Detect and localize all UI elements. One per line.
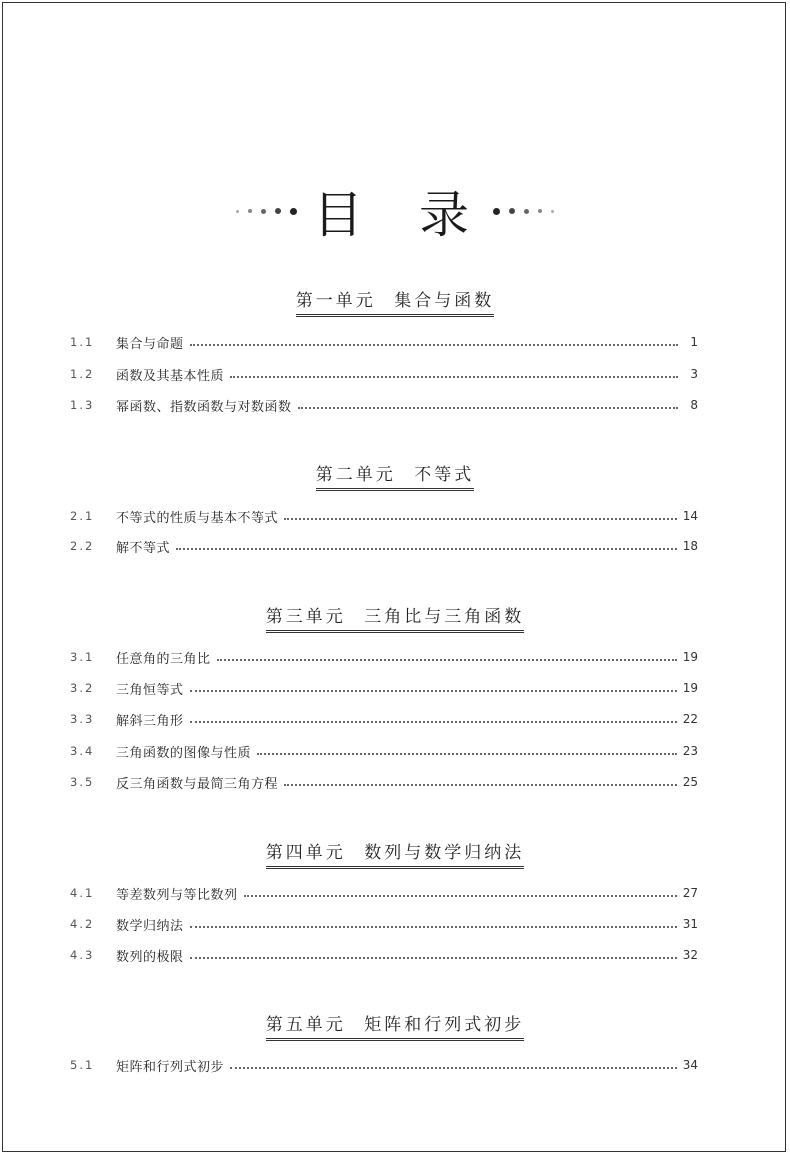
toc-entry[interactable]: 3.4 三角函数的图像与性质 23: [70, 744, 698, 761]
toc-entry[interactable]: 2.1 不等式的性质与基本不等式 14: [70, 509, 698, 526]
dot-leader: [230, 1067, 677, 1069]
dot-leader: [257, 753, 677, 755]
unit-heading: 第二单元 不等式: [0, 460, 790, 491]
toc-entry[interactable]: 3.5 反三角函数与最简三角方程 25: [70, 775, 698, 792]
dot-leader: [190, 721, 677, 723]
dot-leader: [190, 957, 677, 959]
dot-leader: [244, 895, 677, 897]
dot-leader: [298, 407, 678, 409]
dot-leader: [284, 784, 677, 786]
toc-entry[interactable]: 3.3 解斜三角形 22: [70, 712, 698, 729]
toc-entry[interactable]: 3.2 三角恒等式 19: [70, 681, 698, 698]
toc-entry[interactable]: 4.3 数列的极限 32: [70, 948, 698, 965]
toc-entry[interactable]: 5.1 矩阵和行列式初步 34: [70, 1058, 698, 1075]
title-dots-right: [493, 208, 554, 215]
unit-heading: 第四单元 数列与数学归纳法: [0, 838, 790, 869]
page-title: 目 录: [313, 186, 489, 244]
toc-entry[interactable]: 2.2 解不等式 18: [70, 539, 698, 556]
toc-entry[interactable]: 4.1 等差数列与等比数列 27: [70, 886, 698, 903]
toc-entry[interactable]: 4.2 数学归纳法 31: [70, 917, 698, 934]
toc-entry[interactable]: 3.1 任意角的三角比 19: [70, 650, 698, 667]
unit-heading: 第三单元 三角比与三角函数: [0, 602, 790, 633]
toc-entry[interactable]: 1.3 幂函数、指数函数与对数函数 8: [70, 398, 698, 415]
unit-heading: 第一单元 集合与函数: [0, 286, 790, 317]
dot-leader: [217, 659, 677, 661]
unit-heading: 第五单元 矩阵和行列式初步: [0, 1010, 790, 1041]
toc-title-row: [0, 176, 790, 246]
title-dots-left: [236, 208, 297, 215]
dot-leader: [176, 548, 677, 550]
toc-entry[interactable]: 1.2 函数及其基本性质 3: [70, 367, 698, 384]
dot-leader: [230, 376, 678, 378]
dot-leader: [190, 344, 678, 346]
dot-leader: [190, 926, 677, 928]
toc-entry[interactable]: 1.1 集合与命题 1: [70, 335, 698, 352]
dot-leader: [190, 690, 677, 692]
dot-leader: [284, 518, 677, 520]
